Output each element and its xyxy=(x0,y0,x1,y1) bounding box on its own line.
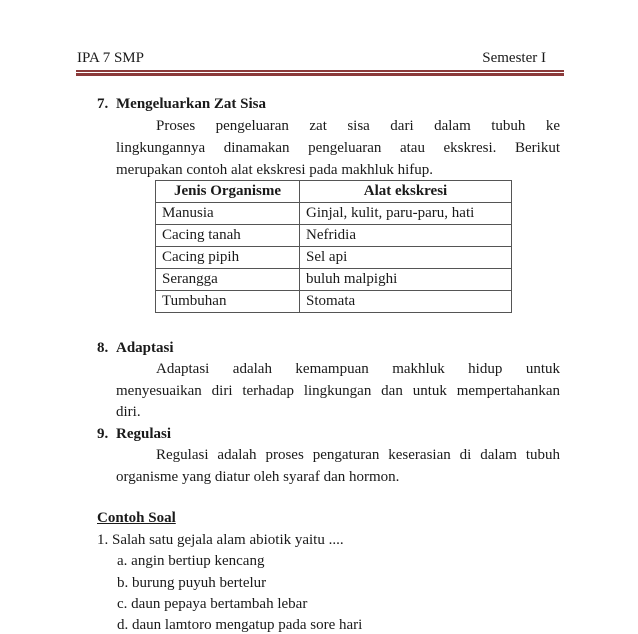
table-cell: Cacing pipih xyxy=(156,247,300,269)
example-question: 1. Salah satu gejala alam abiotik yaitu .... xyxy=(97,532,344,548)
table-header-row xyxy=(156,181,512,203)
table-cell: Nefridia xyxy=(300,225,512,247)
table-cell: Stomata xyxy=(300,291,512,313)
example-heading: Contoh Soal xyxy=(97,510,176,526)
section-7-line-1: Proses pengeluaran zat sisa dari dalam tubuh ke xyxy=(156,118,560,134)
section-8-title: Adaptasi xyxy=(116,340,174,356)
option-d: d. daun lamtoro mengatup pada sore hari xyxy=(117,617,363,633)
section-8-line-2: menyesuaikan diri terhadap lingkungan dan untuk mempertahankan xyxy=(116,383,560,399)
section-9-title: Regulasi xyxy=(116,426,172,442)
section-7-line-3: merupakan contoh alat ekskresi pada makhluk hifup. xyxy=(116,162,433,178)
table-cell: Ginjal, kulit, paru-paru, hati xyxy=(300,203,512,225)
table-cell: Tumbuhan xyxy=(156,291,300,313)
section-7-number: 7. xyxy=(97,96,109,112)
header-rule-thin xyxy=(76,70,564,72)
header-rule-thick xyxy=(76,73,564,76)
section-8-line-3: diri. xyxy=(116,404,141,420)
table-row xyxy=(156,269,512,291)
table-row xyxy=(156,203,512,225)
section-9-line-1: Regulasi adalah proses pengaturan keserasian di dalam tubuh xyxy=(156,447,560,463)
section-7-title: Mengeluarkan Zat Sisa xyxy=(116,96,267,112)
table-header-organism: Jenis Organisme xyxy=(156,181,300,203)
table-row xyxy=(156,291,512,313)
option-b: b. burung puyuh bertelur xyxy=(117,575,267,591)
section-9-number: 9. xyxy=(97,426,109,442)
option-a: a. angin bertiup kencang xyxy=(117,553,265,569)
table-cell: Manusia xyxy=(156,203,300,225)
option-c: c. daun pepaya bertambah lebar xyxy=(117,596,308,612)
table-cell: Serangga xyxy=(156,269,300,291)
table-row xyxy=(156,225,512,247)
section-7-line-2: lingkungannya dinamakan pengeluaran atau ekskresi. Berikut xyxy=(116,140,560,156)
excretion-table xyxy=(155,180,512,313)
page-header-right: Semester I xyxy=(482,50,546,66)
table-row xyxy=(156,247,512,269)
page-header-left: IPA 7 SMP xyxy=(77,50,144,66)
table-cell: Cacing tanah xyxy=(156,225,300,247)
table-cell: Sel api xyxy=(300,247,512,269)
section-9-line-2: organisme yang diatur oleh syaraf dan hormon. xyxy=(116,469,400,485)
table-header-organ: Alat ekskresi xyxy=(300,181,512,203)
section-8-number: 8. xyxy=(97,340,109,356)
table-cell: buluh malpighi xyxy=(300,269,512,291)
section-8-line-1: Adaptasi adalah kemampuan makhluk hidup untuk xyxy=(156,361,560,377)
